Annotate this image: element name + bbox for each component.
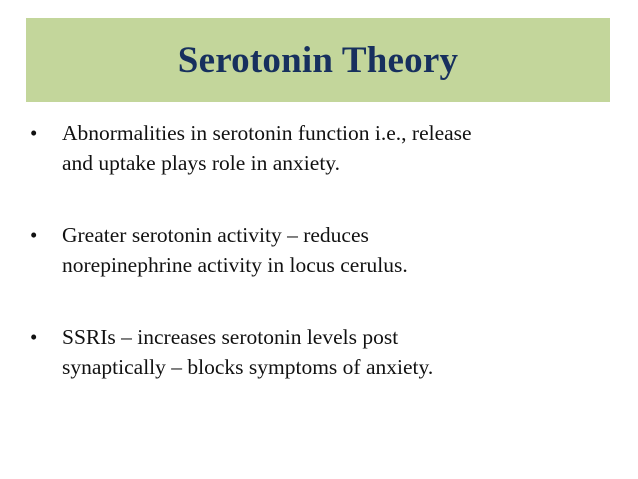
bullet-list bbox=[30, 118, 605, 424]
slide-title: Serotonin Theory bbox=[177, 39, 459, 81]
bullet-item bbox=[30, 220, 605, 280]
title-bar bbox=[26, 18, 610, 102]
bullet-item bbox=[30, 322, 605, 382]
bullet-dot-icon: • bbox=[30, 223, 38, 247]
bullet-line: Greater serotonin activity – reduces bbox=[62, 223, 369, 247]
bullet-item bbox=[30, 118, 605, 178]
bullet-line: SSRIs – increases serotonin levels post bbox=[62, 325, 399, 349]
bullet-dot-icon: • bbox=[30, 325, 38, 349]
bullet-line: and uptake plays role in anxiety. bbox=[62, 151, 341, 175]
bullet-dot-icon: • bbox=[30, 121, 38, 145]
bullet-line: synaptically – blocks symptoms of anxiety. bbox=[62, 355, 434, 379]
bullet-line: norepinephrine activity in locus cerulus. bbox=[62, 253, 408, 277]
bullet-line: Abnormalities in serotonin function i.e., release bbox=[62, 121, 472, 145]
